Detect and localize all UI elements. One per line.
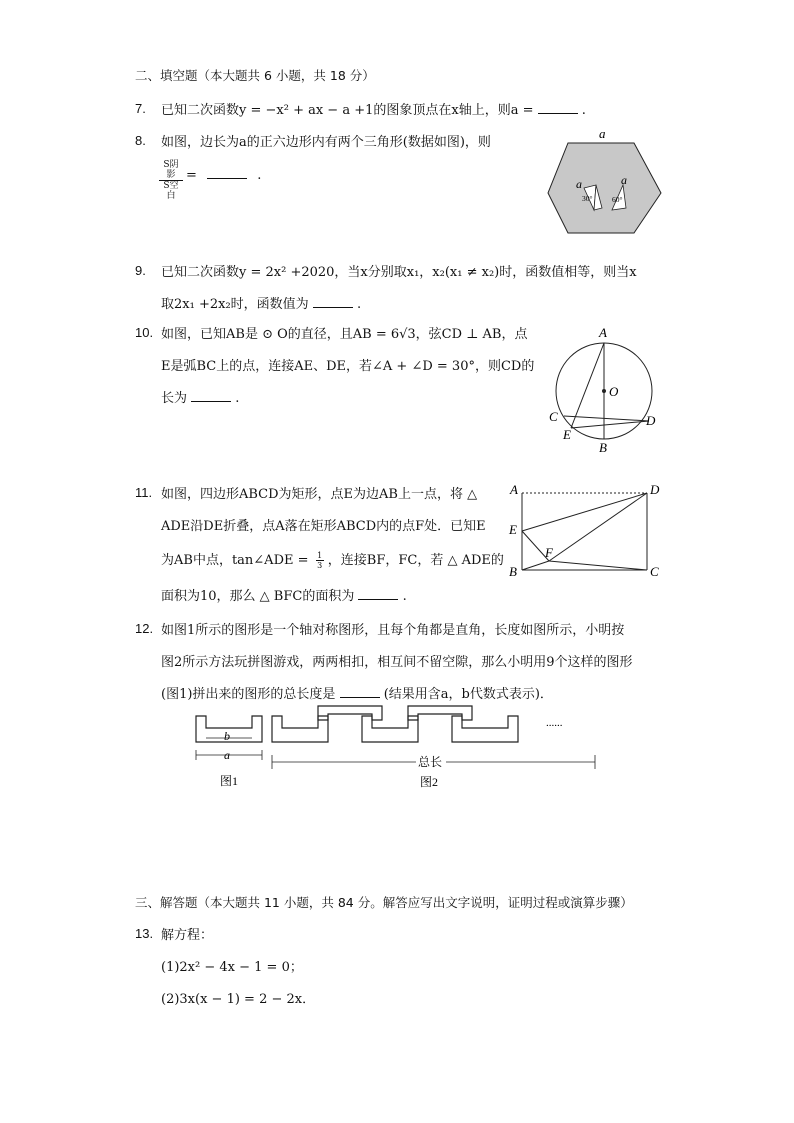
question-12-line3-end: (结果用含a，b代数式表示)． (383, 687, 553, 702)
hexagon-side-label: a (599, 126, 606, 141)
question-number: 7. (135, 101, 146, 116)
answer-blank[interactable] (538, 101, 578, 114)
segment-fc (549, 561, 647, 570)
question-13-part-2: (2)3x(x − 1) = 2 − 2x． (161, 992, 316, 1007)
question-11-line1: 如图，四边形ABCD为矩形，点E为边AB上一点，将 △ (161, 487, 478, 502)
answer-blank[interactable] (313, 295, 353, 308)
figure1-caption: 图1 (220, 774, 239, 788)
question-11-line4 (161, 585, 407, 604)
question-9-line1: 已知二次函数y = 2x² +2020，当x分别取x₁，x₂(x₁ ≠ x₂)时，函数值相等，则当x (161, 265, 637, 280)
fraction-denominator: 3 (317, 561, 323, 570)
period: . (581, 103, 586, 118)
right-triangle-side-label: a (621, 173, 627, 187)
tan-fraction (316, 551, 324, 570)
question-12-line2: 图2所示方法玩拼图游戏，两两相扣，相互间不留空隙，那么小明用9个这样的图形 (161, 655, 633, 670)
left-triangle-side-label: a (576, 177, 582, 191)
point-label-b: B (509, 564, 517, 579)
length-a-label: a (224, 748, 230, 762)
question-text (161, 99, 586, 118)
right-angle-label: 60° (612, 195, 623, 204)
puzzle-figure (190, 700, 610, 794)
question-7-text: 已知二次函数y = −x² + ax − a +1的图象顶点在x轴上，则a = (161, 103, 534, 118)
question-10-line3 (161, 387, 239, 406)
center-point (602, 389, 606, 393)
area-fraction (159, 160, 183, 201)
point-label-f: F (545, 545, 553, 560)
figure2-caption: 图2 (420, 775, 439, 789)
answer-blank[interactable] (358, 587, 398, 600)
figure2-piece-5 (452, 716, 518, 742)
question-8-equals-line (186, 166, 261, 183)
circle-figure (544, 322, 666, 456)
point-label-a: A (599, 325, 607, 340)
point-label-d: D (650, 482, 660, 497)
total-length-label: 总长 (418, 755, 443, 769)
point-label-c: C (650, 564, 659, 579)
period: . (356, 297, 362, 312)
point-label-e: E (509, 522, 517, 537)
segment-fd (549, 493, 647, 561)
period: . (257, 168, 262, 183)
question-10-line1: 如图，已知AB是 ⊙ O的直径，且AB = 6√3，弦CD ⊥ AB，点 (161, 327, 528, 342)
question-11-line3-end: ，连接BF，FC，若 △ ADE的 (327, 553, 504, 568)
question-number: 9. (135, 263, 146, 278)
period: . (235, 391, 240, 406)
left-angle-label: 30° (582, 194, 593, 203)
rectangle-figure (506, 478, 666, 582)
point-label-b: B (599, 440, 607, 455)
question-number: 8. (135, 133, 146, 148)
question-11-line3-start: 为AB中点，tan∠ADE = (161, 553, 309, 568)
question-9-line2 (161, 293, 361, 312)
question-10-line3-text: 长为 (161, 391, 188, 406)
question-10-line2: E是弧BC上的点，连接AE、DE，若∠A + ∠D = 30°，则CD的 (161, 359, 535, 374)
fraction-numerator: 1 (317, 551, 323, 560)
section-heading: 二、填空题（本大题共 6 小题，共 18 分） (135, 68, 375, 83)
segment-bf (522, 561, 549, 570)
continuation-dots: ...... (546, 717, 563, 729)
hexagon-shape (548, 143, 661, 233)
answer-blank[interactable] (207, 166, 247, 179)
hexagon-figure (544, 122, 668, 234)
question-12-line1: 如图1所示的图形是一个轴对称图形，且每个角都是直角，长度如图所示，小明按 (161, 623, 625, 638)
fraction-denominator: S空白 (163, 181, 179, 201)
length-b-label: b (224, 729, 230, 743)
question-12-line3-start: (图1)拼出来的图形的总长度是 (161, 687, 336, 702)
period: . (402, 589, 407, 604)
section-heading: 三、解答题（本大题共 11 小题，共 84 分。解答应写出文字说明，证明过程或演算步骤） (135, 895, 633, 910)
fraction-numerator: S阴影 (159, 160, 183, 181)
question-number: 11. (135, 485, 153, 500)
chord-cd (564, 416, 649, 421)
segment-ed (522, 493, 647, 531)
question-8-text: 如图，边长为a的正六边形内有两个三角形(数据如图)，则 (161, 135, 491, 150)
equals-sign: = (186, 168, 197, 183)
point-label-a: A (510, 482, 518, 497)
segment-de (571, 421, 649, 428)
question-number: 10. (135, 325, 154, 340)
answer-blank[interactable] (191, 389, 231, 402)
point-label-d: D (646, 413, 656, 428)
question-13-part-1: (1)2x² − 4x − 1 = 0； (161, 960, 303, 975)
point-label-o: O (609, 384, 619, 399)
question-11-line2: ADE沿DE折叠，点A落在矩形ABCD内的点F处．已知E (161, 519, 486, 534)
question-13-text: 解方程： (161, 928, 214, 943)
question-11-line3 (161, 549, 504, 570)
point-label-e: E (563, 427, 571, 442)
question-9-line2-text: 取2x₁ +2x₂时，函数值为 (161, 297, 309, 312)
question-number: 13. (135, 926, 154, 941)
point-label-c: C (549, 409, 558, 424)
question-number: 12. (135, 621, 154, 636)
answer-blank[interactable] (340, 685, 380, 698)
question-11-line4-text: 面积为10，那么 △ BFC的面积为 (161, 589, 355, 604)
segment-ae (571, 343, 604, 428)
